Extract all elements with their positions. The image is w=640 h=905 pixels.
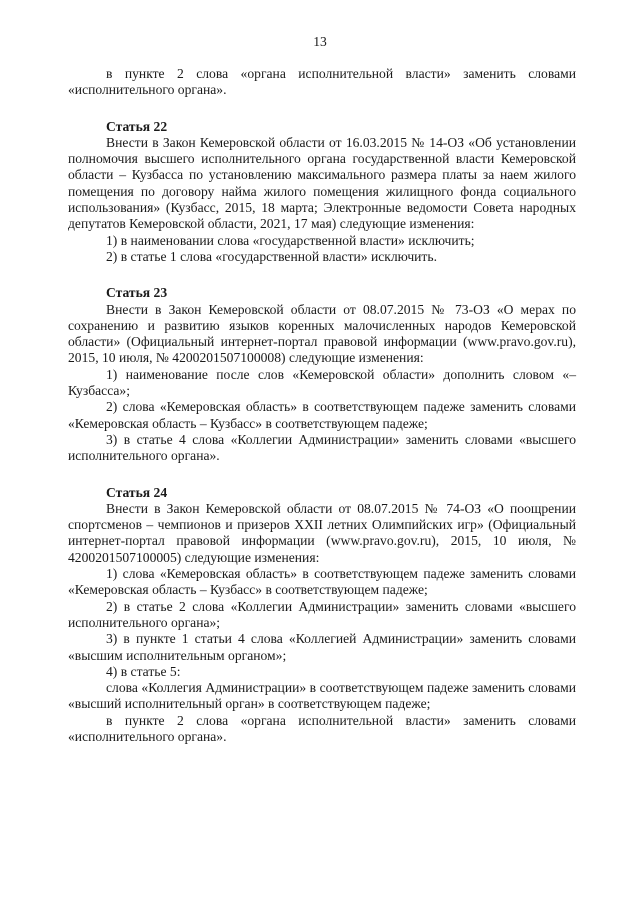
article-title: Статья 23: [106, 285, 168, 301]
article-paragraph: Внести в Закон Кемеровской области от 08.07.2015 № 73-ОЗ «О мерах по сохранению и развитию языков коренных малочисленных народов Кемеровской области» (Официальный интернет-портал правовой информации (www.pravo.gov.ru), 2015, 10 июля, № 4200201507100008) следующие изменения:: [68, 301, 576, 366]
article-paragraph: Внести в Закон Кемеровской области от 16.03.2015 № 14-ОЗ «Об установлении полномочия высшего исполнительного органа государственной власти Кемеровской области – Кузбасса по установлению максимального размера платы за наем жилого помещения по договору найма жилого помещения жилищного фонда социального использования» (Кузбасс, 2015, 18 марта; Электронные ведомости Совета народных депутатов Кемеровской области, 2021, 17 мая) следующие изменения:: [68, 134, 576, 232]
article-paragraph: 1) наименование после слов «Кемеровской области» дополнить словом «– Кузбасса»;: [68, 366, 576, 399]
article-paragraph: 2) слова «Кемеровская область» в соответствующем падеже заменить словами «Кемеровская область – Кузбасс» в соответствующем падеже;: [68, 399, 576, 431]
article-paragraph: в пункте 2 слова «органа исполнительной власти» заменить словами «исполнительного органа».: [68, 712, 576, 744]
article-title: Статья 24: [106, 484, 168, 500]
article-paragraph: 1) в наименовании слова «государственной власти» исключить;: [106, 232, 475, 248]
article-title: Статья 22: [106, 118, 168, 134]
document-body: [68, 66, 576, 745]
article-22: [68, 119, 576, 266]
article-paragraph: 2) в статье 1 слова «государственной власти» исключить.: [106, 248, 437, 264]
article-paragraph: 2) в статье 2 слова «Коллегии Администрации» заменить словами «высшего исполнительного органа»;: [68, 598, 576, 630]
article-paragraph: 4) в статье 5:: [106, 663, 181, 679]
article-24: [68, 485, 576, 746]
article-23: [68, 285, 576, 464]
article-paragraph: Внести в Закон Кемеровской области от 08.07.2015 № 74-ОЗ «О поощрении спортсменов – чемпионов и призеров XXII летних Олимпийских игр» (Официальный интернет-портал правовой информации (www.pravo.gov.ru), 2015, 10 июля, № 4200201507100005) следующие изменения:: [68, 500, 576, 565]
article-paragraph: слова «Коллегия Администрации» в соответствующем падеже заменить словами «высший исполнительный орган» в соответствующем падеже;: [68, 680, 576, 712]
article-paragraph: 1) слова «Кемеровская область» в соответствующем падеже заменить словами «Кемеровская область – Кузбасс» в соответствующем падеже;: [68, 566, 576, 598]
article-paragraph: 3) в статье 4 слова «Коллегии Администрации» заменить словами «высшего исполнительного органа».: [68, 431, 576, 464]
page-number: 13: [313, 34, 327, 49]
intro-paragraph: в пункте 2 слова «органа исполнительной власти» заменить словами «исполнительного органа».: [68, 66, 576, 98]
article-paragraph: 3) в пункте 1 статьи 4 слова «Коллегией Администрации» заменить словами «высшим исполнительным органом»;: [68, 631, 576, 663]
